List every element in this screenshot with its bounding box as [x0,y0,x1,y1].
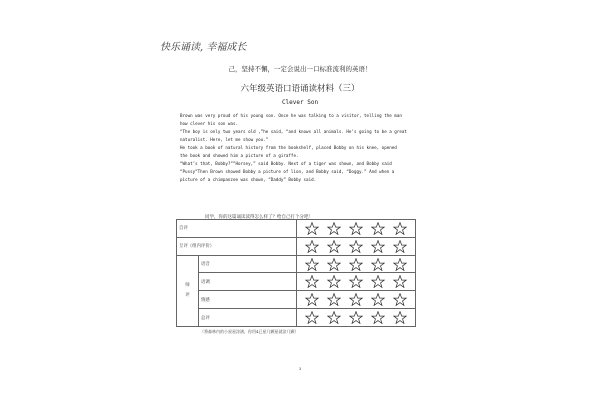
star-icon[interactable] [327,275,341,288]
star-icon[interactable] [393,311,407,324]
overall-label: 总评 [199,309,297,327]
star-icon[interactable] [327,311,341,324]
star-icon[interactable] [327,222,341,235]
star-row [297,255,416,273]
star-icon[interactable] [371,311,385,324]
star-row [297,291,416,309]
star-icon[interactable] [327,293,341,306]
teacher-eval-label [177,255,199,326]
star-icon[interactable] [327,258,341,271]
story-line: the book and showed him a picture of a giraffe. [180,153,299,158]
star-icon[interactable] [349,293,363,306]
table-row [177,273,416,291]
self-eval-label: 自评 [177,220,297,238]
table-row [177,291,416,309]
table-row [177,237,416,255]
teacher-label-line: 师 [185,282,190,288]
star-row [297,309,416,327]
star-icon[interactable] [349,311,363,324]
star-icon[interactable] [371,275,385,288]
star-icon[interactable] [393,240,407,253]
star-icon[interactable] [349,258,363,271]
star-icon[interactable] [393,275,407,288]
story-text [180,112,430,184]
story-line: naturalist. Here, let me show you.” [180,137,269,142]
star-icon[interactable] [393,258,407,271]
slogan-text: 己，坚持不懈，一定会说出一口标准流利的英语！ [228,65,372,73]
story-title: Clever Son [281,99,319,106]
story-line: “The boy is only two years old ,”he said, “and knows all animals. He’s going to be a great [180,129,407,134]
star-icon[interactable] [327,240,341,253]
table-row [177,309,416,327]
emotion-label: 情感 [199,291,297,309]
star-icon[interactable] [305,311,319,324]
story-line: Brown was very proud of his young son. Once he was talking to a visitor, telling the man [180,113,402,118]
intonation-label: 语调 [199,273,297,291]
table-row [177,220,416,238]
star-icon[interactable] [371,240,385,253]
table-row [177,255,416,273]
star-icon[interactable] [305,222,319,235]
rating-prompt: 同学，你的这篇诵读读得怎么样了？给自己打个分吧！ [205,215,313,220]
story-line: picture of a chimpanzee was shown, “Daddy” Bobby said. [180,177,317,182]
teacher-label-line: 评 [185,292,190,298]
star-icon[interactable] [371,258,385,271]
peer-eval-label: 互评（组内评价） [177,237,297,255]
star-icon[interactable] [371,293,385,306]
page-number: 3 [298,366,302,371]
star-row [297,273,416,291]
star-icon[interactable] [349,275,363,288]
star-icon[interactable] [305,275,319,288]
rating-footnote: （将森林内的小星星涂满，你用4已星几颗星就涂几颗） [200,329,299,334]
star-icon[interactable] [305,293,319,306]
star-icon[interactable] [305,240,319,253]
star-icon[interactable] [305,258,319,271]
star-icon[interactable] [349,240,363,253]
page-header: 快乐诵读, 幸福成长 [160,42,247,53]
star-icon[interactable] [393,222,407,235]
story-line: He took a book of natural history from the bookshelf, placed Bobby on his knee, opened [180,145,397,150]
story-line: how clever his son was. [180,121,238,126]
rating-table [176,219,416,327]
star-row [297,220,416,238]
star-icon[interactable] [349,222,363,235]
story-line: “Pussy”Then Brown showed Bobby a picture of lion, and Bobby said, “Doggy.” And when a [180,169,395,174]
star-icon[interactable] [371,222,385,235]
tone-label: 语音 [199,255,297,273]
document-title: 六年级英语口语诵读材料（三） [240,84,360,94]
story-line: “What’s that, Bobby?”“Horsey,” said Bobby. Next of a tiger was shown, and Bobby said [180,161,392,166]
star-icon[interactable] [393,293,407,306]
star-row [297,237,416,255]
